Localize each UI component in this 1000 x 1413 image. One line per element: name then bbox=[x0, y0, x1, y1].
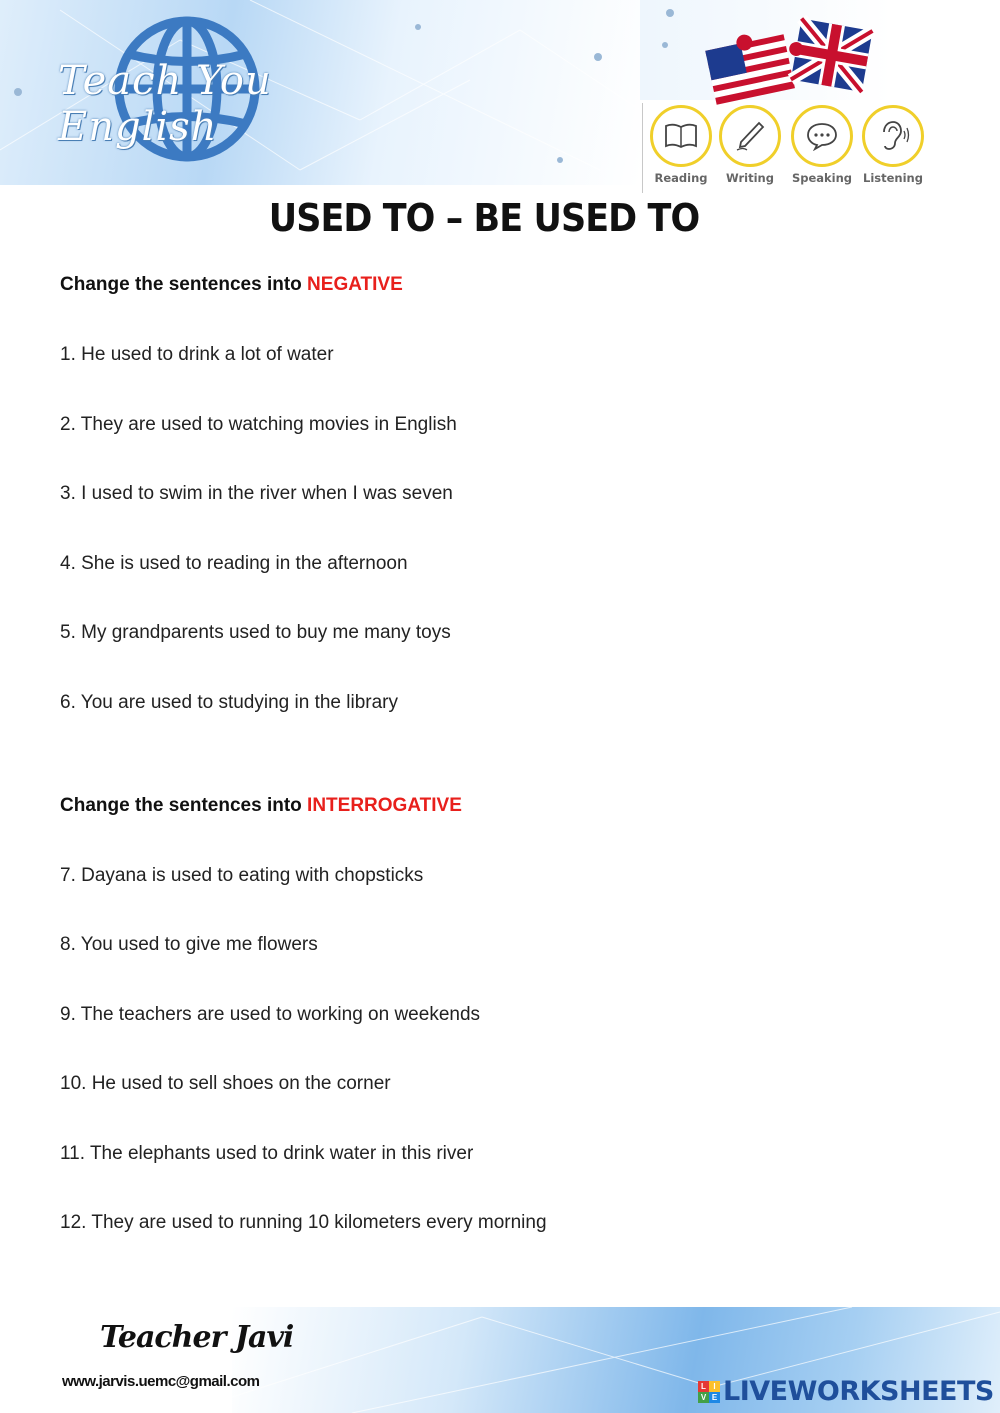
skills-panel bbox=[642, 103, 943, 193]
worksheet-title: USED TO – BE USED TO bbox=[268, 196, 700, 240]
contact-email: www.jarvis.uemc@gmail.com bbox=[62, 1373, 260, 1390]
header-banner bbox=[0, 0, 640, 185]
sentence-item: 12. They are used to running 10 kilometers every morning bbox=[60, 1212, 547, 1233]
sentence-item: 11. The elephants used to drink water in this river bbox=[60, 1143, 474, 1164]
heading-emphasis: NEGATIVE bbox=[307, 274, 403, 295]
flags-puzzle-icon bbox=[705, 14, 875, 106]
live-badge-icon bbox=[698, 1381, 720, 1403]
skill-writing bbox=[715, 105, 785, 185]
sentence-item: 1. He used to drink a lot of water bbox=[60, 344, 334, 365]
sentence-item: 3. I used to swim in the river when I was seven bbox=[60, 483, 453, 504]
sentence-item: 7. Dayana is used to eating with chopsticks bbox=[60, 865, 424, 886]
section-heading-negative bbox=[60, 274, 403, 296]
teacher-signature: Teacher Javi bbox=[100, 1320, 294, 1355]
speech-bubble-icon bbox=[805, 121, 839, 151]
badge-letter: L bbox=[698, 1381, 709, 1392]
heading-emphasis: INTERROGATIVE bbox=[307, 795, 462, 816]
skill-reading bbox=[646, 105, 716, 185]
skill-label: Reading bbox=[654, 171, 708, 185]
sentence-item: 9. The teachers are used to working on weekends bbox=[60, 1004, 481, 1025]
brand-name: Teach You English bbox=[58, 58, 272, 150]
sentence-item: 5. My grandparents used to buy me many toys bbox=[60, 622, 451, 643]
skill-label: Listening bbox=[863, 171, 923, 185]
pen-icon bbox=[733, 119, 767, 153]
skill-listening bbox=[858, 105, 928, 185]
section-heading-interrogative bbox=[60, 795, 462, 817]
skill-label: Writing bbox=[726, 171, 774, 185]
skill-speaking bbox=[787, 105, 857, 185]
sentence-item: 2. They are used to watching movies in English bbox=[60, 414, 457, 435]
skill-label: Speaking bbox=[791, 171, 853, 185]
badge-letter: V bbox=[698, 1392, 709, 1403]
liveworksheets-logo bbox=[698, 1376, 994, 1407]
sentence-item: 8. You used to give me flowers bbox=[60, 934, 318, 955]
sentence-item: 10. He used to sell shoes on the corner bbox=[60, 1073, 391, 1094]
heading-prefix: Change the sentences into bbox=[60, 274, 308, 295]
badge-letter: E bbox=[709, 1392, 720, 1403]
badge-letter: I bbox=[709, 1381, 720, 1392]
sentence-item: 4. She is used to reading in the afternoon bbox=[60, 553, 408, 574]
heading-prefix: Change the sentences into bbox=[60, 795, 308, 816]
sentence-item: 6. You are used to studying in the library bbox=[60, 692, 399, 713]
ear-icon bbox=[876, 119, 910, 153]
logo-text: LIVEWORKSHEETS bbox=[723, 1376, 994, 1407]
book-icon bbox=[663, 121, 699, 151]
